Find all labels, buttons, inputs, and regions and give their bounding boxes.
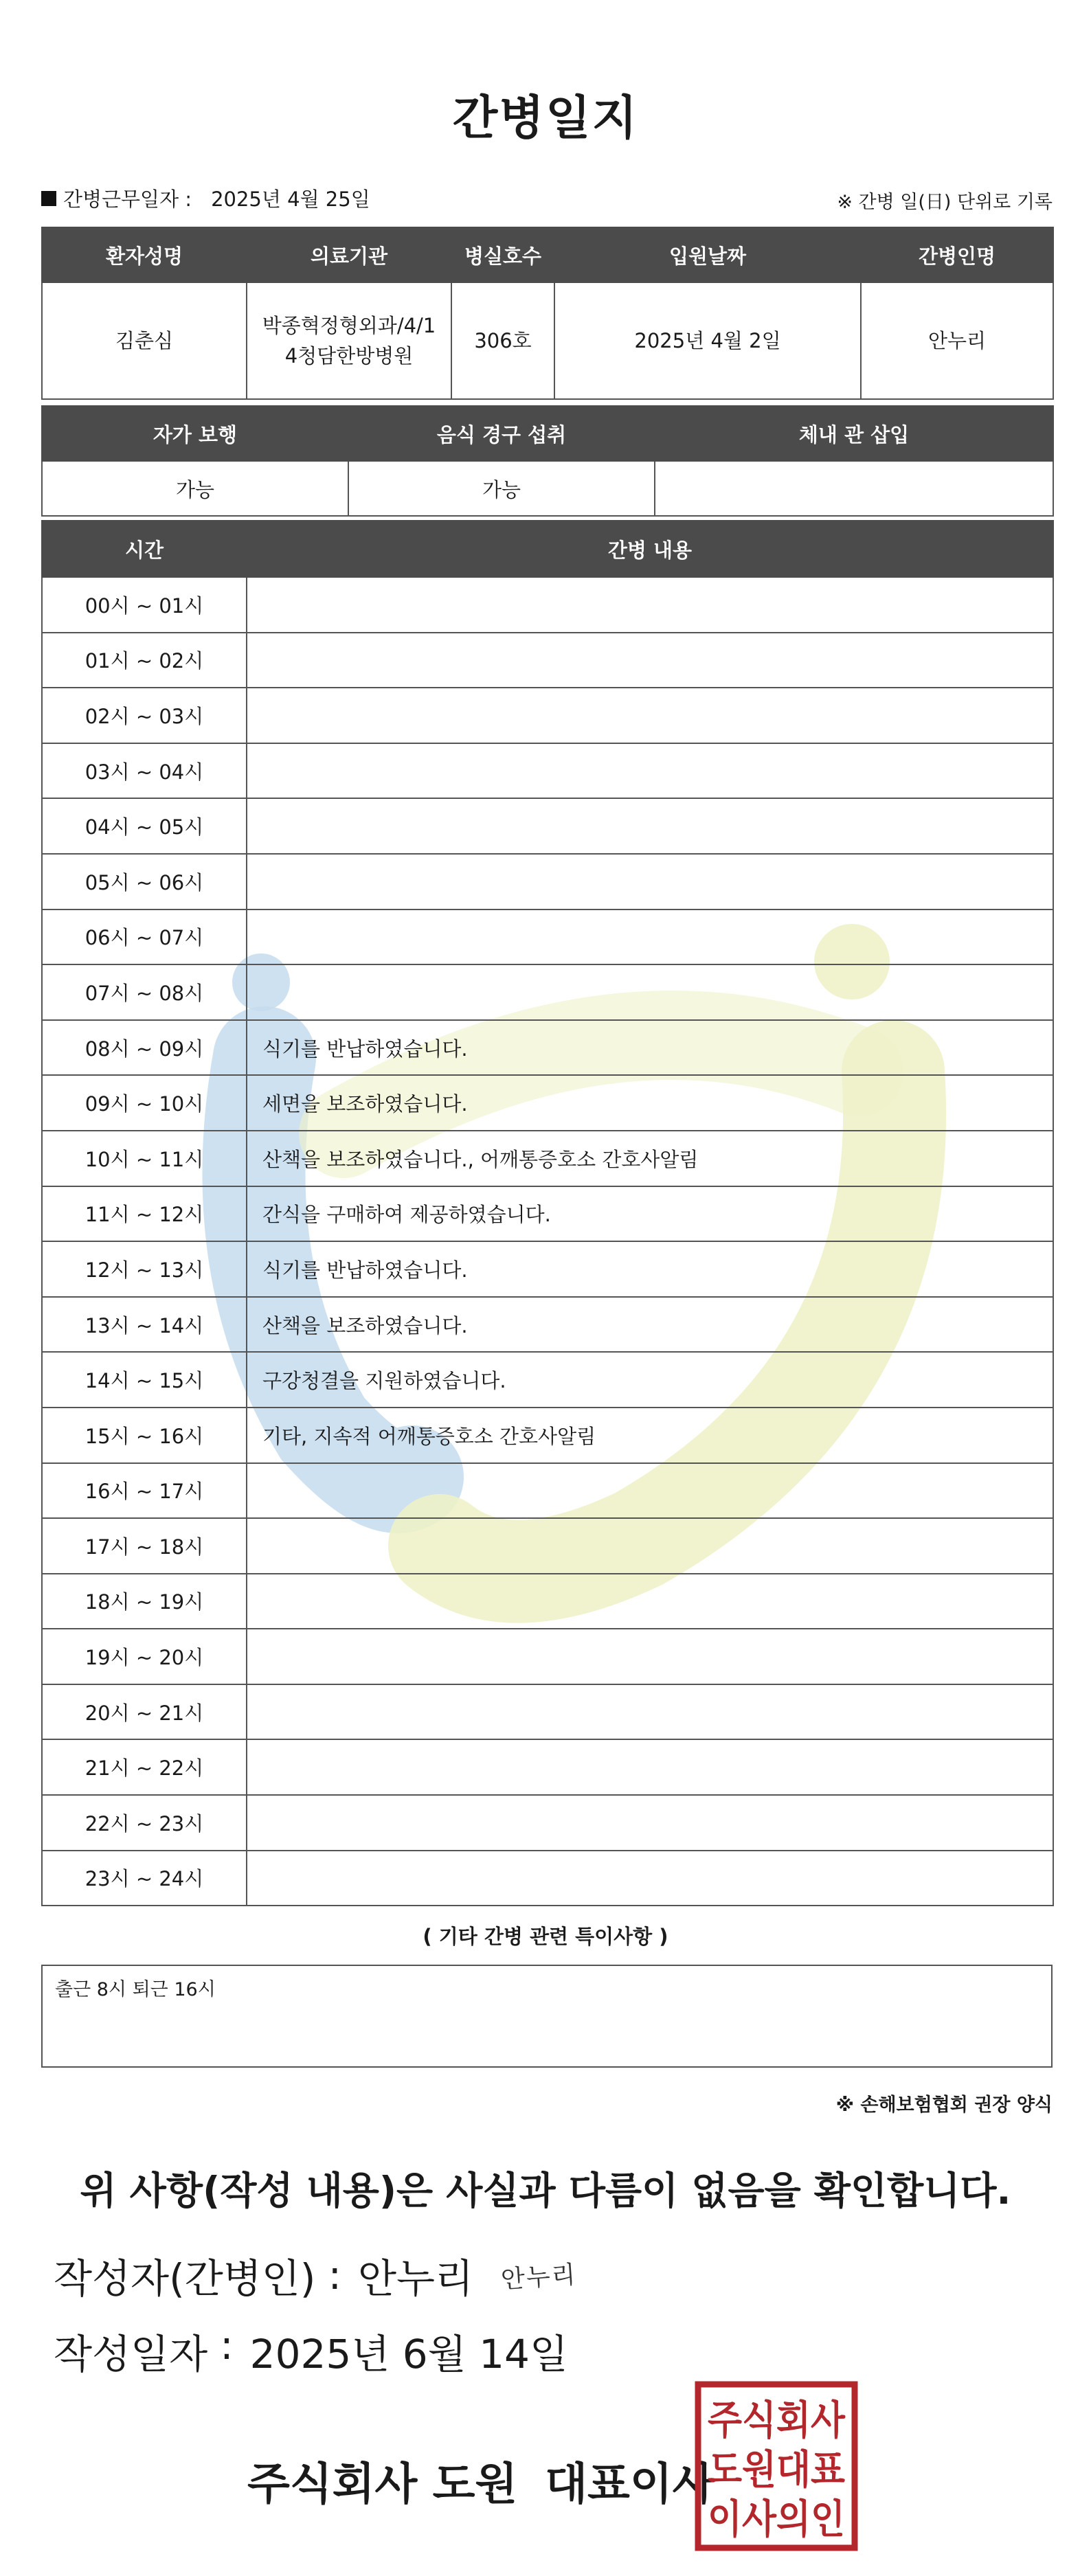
log-note: 세면을 보조하였습니다. [247,1075,1053,1131]
hospital-name: 박종혁정형외과/4/14청담한방병원 [247,282,451,399]
patient-info-table [41,227,1054,400]
log-time: 04시 ~ 05시 [42,798,247,854]
caregiver-name: 안누리 [861,282,1053,399]
log-time: 17시 ~ 18시 [42,1518,247,1574]
table-row [42,1518,1053,1574]
written-date-label: 작성일자 [54,2331,208,2377]
log-note [247,743,1053,799]
log-note [247,688,1053,743]
seal-line-3: 이사의인 [708,2496,845,2542]
table-row [42,577,1053,633]
company-seal-stamp [694,2380,859,2552]
table-row [42,1352,1053,1408]
table-row [42,1186,1053,1242]
writer-signature: 안누리 [499,2260,578,2294]
log-note: 기타, 지속적 어깨통증호소 간호사알림 [247,1408,1053,1463]
log-note [247,1851,1053,1906]
log-note [247,633,1053,688]
seal-line-1: 주식회사 [708,2397,846,2443]
table-row [42,1075,1053,1131]
log-time: 00시 ~ 01시 [42,577,247,633]
log-note: 산책을 보조하였습니다., 어깨통증호소 간호사알림 [247,1131,1053,1186]
table-row [42,1408,1053,1463]
table-row [42,964,1053,1020]
table-row [42,743,1053,799]
log-time: 20시 ~ 21시 [42,1684,247,1740]
log-note [247,1629,1053,1684]
table-row [42,1739,1053,1795]
header-time: 시간 [42,521,247,577]
written-date-line [54,2322,568,2380]
log-time: 10시 ~ 11시 [42,1131,247,1186]
table-row [42,1297,1053,1353]
header-self-walking: 자가 보행 [42,406,348,461]
log-time: 11시 ~ 12시 [42,1186,247,1242]
log-time: 14시 ~ 15시 [42,1352,247,1408]
log-note [247,1795,1053,1851]
work-date-label: 간병근무일자 : [63,188,192,211]
log-note: 식기를 반납하였습니다. [247,1020,1053,1076]
company-name: 주식회사 도원 [247,2459,518,2510]
header-care-content: 간병 내용 [247,521,1053,577]
log-note [247,1739,1053,1795]
table-row [42,1574,1053,1629]
log-time: 06시 ~ 07시 [42,909,247,965]
log-time: 23시 ~ 24시 [42,1851,247,1906]
log-time: 02시 ~ 03시 [42,688,247,743]
log-time: 03시 ~ 04시 [42,743,247,799]
log-note [247,577,1053,633]
company-title: 대표이사 [545,2459,715,2510]
writer-line [54,2246,576,2304]
log-note: 식기를 반납하였습니다. [247,1241,1053,1297]
log-note [247,798,1053,854]
log-note [247,854,1053,909]
unit-note: ※ 간병 일(日) 단위로 기록 [837,192,1053,213]
writer-label: 작성자(간병인) [54,2255,316,2302]
writer-colon: : [328,2252,341,2298]
log-time: 07시 ~ 08시 [42,964,247,1020]
header-room-number: 병실호수 [451,227,554,282]
log-time: 01시 ~ 02시 [42,633,247,688]
square-bullet-icon [41,191,56,206]
patient-status-table [41,405,1054,517]
header-tube-insertion: 체내 관 삽입 [655,406,1053,461]
log-note: 산책을 보조하였습니다. [247,1297,1053,1353]
log-note [247,1574,1053,1629]
log-time: 15시 ~ 16시 [42,1408,247,1463]
work-date-value: 2025년 4월 25일 [211,188,370,211]
log-time: 13시 ~ 14시 [42,1297,247,1353]
header-caregiver-name: 간병인명 [861,227,1053,282]
admission-date: 2025년 4월 2일 [554,282,861,399]
log-time: 18시 ~ 19시 [42,1574,247,1629]
tube-insertion-value [655,461,1053,516]
log-note: 구강청결을 지원하였습니다. [247,1352,1053,1408]
written-date-colon: : [220,2322,234,2369]
log-time: 22시 ~ 23시 [42,1795,247,1851]
log-time: 12시 ~ 13시 [42,1241,247,1297]
table-row [42,1851,1053,1906]
table-row [42,798,1053,854]
table-row [42,1020,1053,1076]
log-note [247,964,1053,1020]
header-hospital: 의료기관 [247,227,451,282]
company-line [247,2449,715,2512]
special-notes-box [41,1965,1053,2068]
document-title: 간병일지 [452,91,639,146]
patient-name: 김춘심 [42,282,247,399]
table-row [42,1241,1053,1297]
work-date-line [41,184,370,212]
special-notes-title: ( 기타 간병 관련 특이사항 ) [423,1925,668,1948]
log-time: 05시 ~ 06시 [42,854,247,909]
table-row [42,1131,1053,1186]
table-row [42,1463,1053,1519]
written-date-value: 2025년 6월 14일 [249,2331,568,2377]
seal-line-2: 도원대표 [708,2446,845,2493]
table-row [42,1795,1053,1851]
table-row [42,688,1053,743]
room-number: 306호 [451,282,554,399]
table-row [42,1684,1053,1740]
log-note: 간식을 구매하여 제공하였습니다. [247,1186,1053,1242]
header-admission-date: 입원날짜 [554,227,861,282]
header-patient-name: 환자성명 [42,227,247,282]
log-time: 09시 ~ 10시 [42,1075,247,1131]
log-note [247,909,1053,965]
table-row [42,909,1053,965]
self-walking-value: 가능 [42,461,348,516]
log-time: 16시 ~ 17시 [42,1463,247,1519]
log-note [247,1463,1053,1519]
form-note: ※ 손해보험협회 권장 양식 [835,2094,1053,2116]
table-row [42,854,1053,909]
header-oral-intake: 음식 경구 섭취 [348,406,655,461]
special-notes-content: 출근 8시 퇴근 16시 [55,1979,216,2000]
oral-intake-value: 가능 [348,461,655,516]
log-note [247,1684,1053,1740]
log-note [247,1518,1053,1574]
log-time: 19시 ~ 20시 [42,1629,247,1684]
writer-name: 안누리 [357,2255,474,2302]
log-time: 21시 ~ 22시 [42,1739,247,1795]
table-row [42,1629,1053,1684]
care-log-table [41,520,1054,1906]
log-time: 08시 ~ 09시 [42,1020,247,1076]
table-row [42,633,1053,688]
confirmation-statement: 위 사항(작성 내용)은 사실과 다름이 없음을 확인합니다. [80,2169,1011,2213]
